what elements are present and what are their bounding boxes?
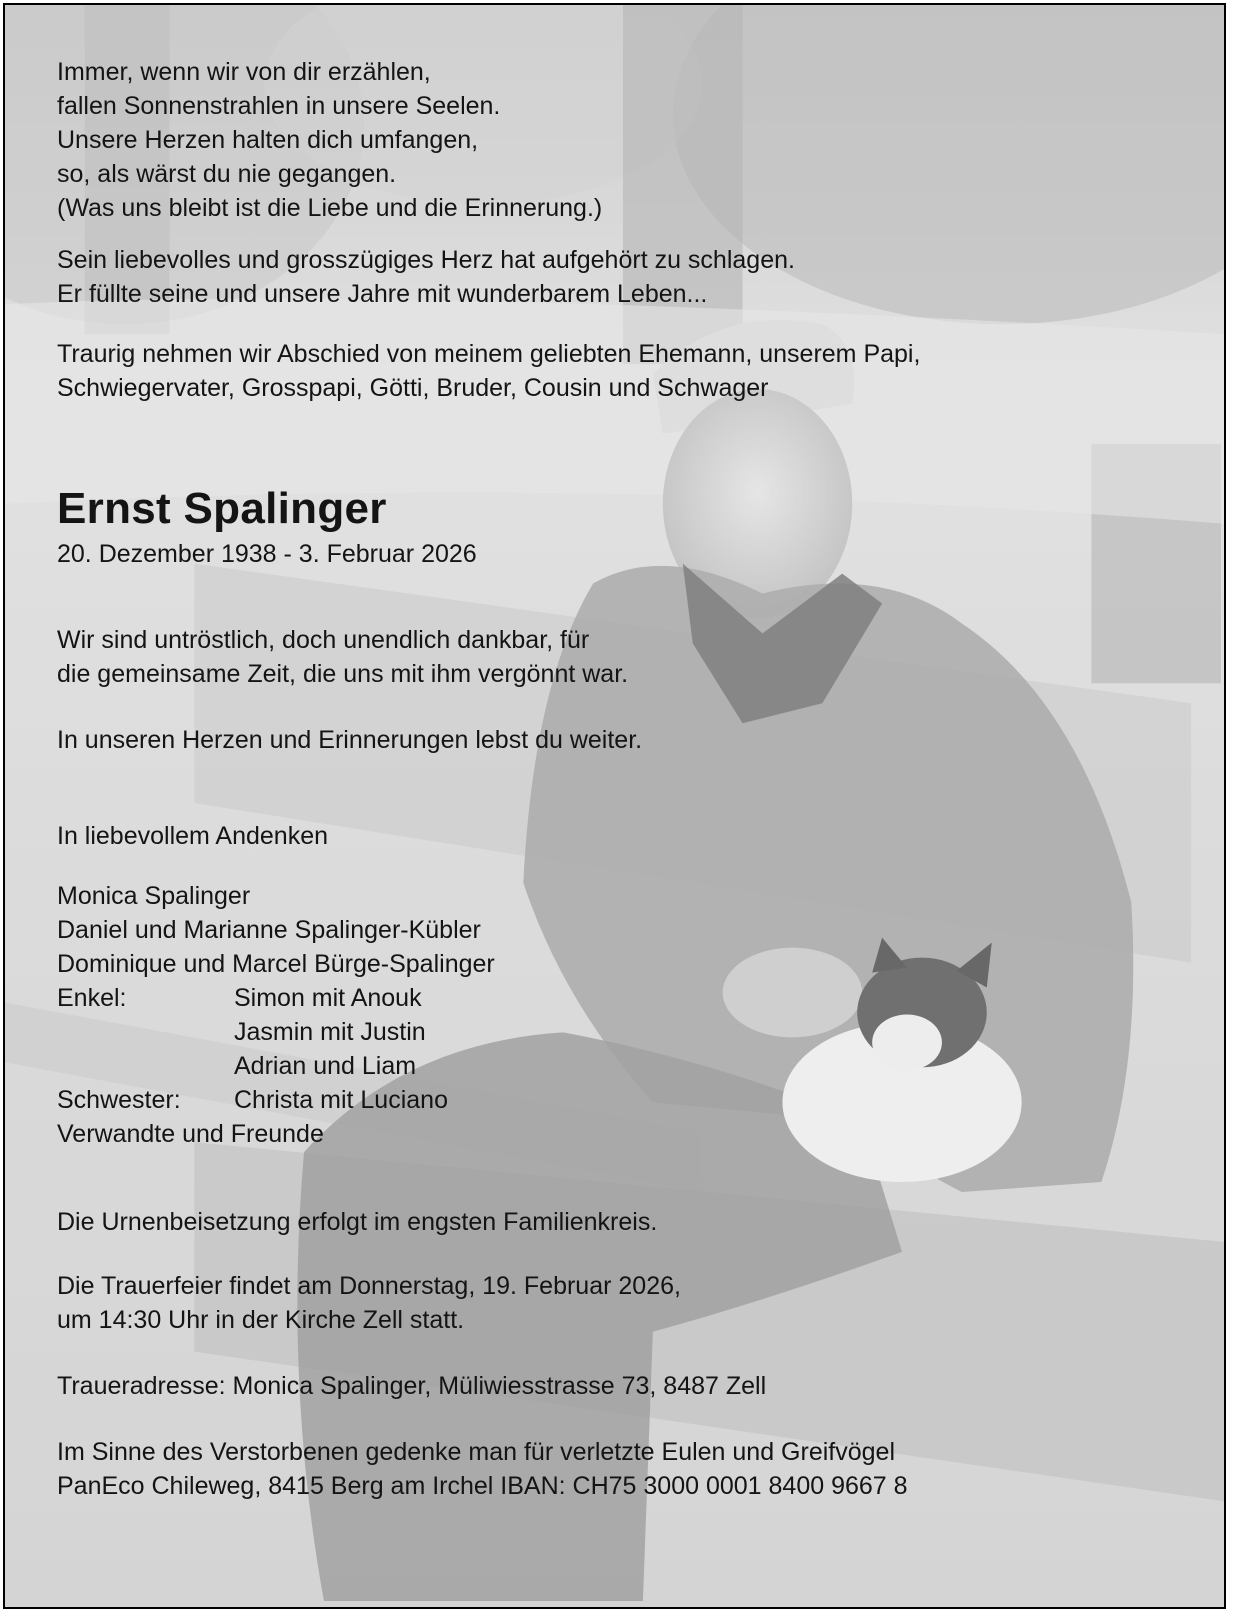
donation-paragraph (57, 1435, 1157, 1503)
grandchildren-row (57, 981, 1157, 1015)
address-line: Traueradresse: Monica Spalinger, Müliwiesstrasse 73, 8487 Zell (57, 1372, 767, 1400)
poem-line: Immer, wenn wir von dir erzählen, (57, 58, 431, 86)
relatives-line: Verwandte und Freunde (57, 1120, 324, 1148)
deceased-name: Ernst Spalinger (57, 484, 387, 533)
farewell-line: Traurig nehmen wir Abschied von meinem geliebten Ehemann, unserem Papi, (57, 340, 921, 368)
ceremony-paragraph (57, 1269, 1157, 1337)
mourner: Dominique und Marcel Bürge-Spalinger (57, 950, 495, 978)
donation-line: Im Sinne des Verstorbenen gedenke man für verletzte Eulen und Greifvögel (57, 1438, 896, 1466)
sister-label: Schwester: (57, 1086, 181, 1114)
ceremony-line: um 14:30 Uhr in der Kirche Zell statt. (57, 1306, 465, 1334)
grandchild: Adrian und Liam (234, 1052, 417, 1080)
gratitude-paragraph (57, 623, 1157, 691)
grandchildren-row (57, 1049, 1157, 1083)
poem-line: Unsere Herzen halten dich umfangen, (57, 126, 479, 154)
obituary-notice (3, 3, 1226, 1609)
poem-line: fallen Sonnenstrahlen in unsere Seelen. (57, 92, 501, 120)
life-dates: 20. Dezember 1938 - 3. Februar 2026 (57, 540, 477, 568)
spacer (57, 1015, 234, 1049)
spacer (57, 1049, 234, 1083)
farewell-paragraph (57, 337, 1157, 405)
burial-line: Die Urnenbeisetzung erfolgt im engsten Familienkreis. (57, 1208, 658, 1236)
grandchild: Simon mit Anouk (234, 984, 422, 1012)
gratitude-line: die gemeinsame Zeit, die uns mit ihm vergönnt war. (57, 660, 629, 688)
intro-paragraph (57, 243, 1157, 311)
intro-line: Sein liebevolles und grosszügiges Herz hat aufgehört zu schlagen. (57, 246, 795, 274)
memory-line: In unseren Herzen und Erinnerungen lebst du weiter. (57, 726, 643, 754)
notice-text (57, 55, 1157, 1503)
grandchildren-row (57, 1015, 1157, 1049)
poem-line: (Was uns bleibt ist die Liebe und die Erinnerung.) (57, 194, 603, 222)
remembrance-line: In liebevollem Andenken (57, 822, 329, 850)
grandchildren-label: Enkel: (57, 984, 127, 1012)
mourner: Daniel und Marianne Spalinger-Kübler (57, 916, 481, 944)
poem (57, 55, 1157, 225)
ceremony-line: Die Trauerfeier findet am Donnerstag, 19. Februar 2026, (57, 1272, 681, 1300)
farewell-line: Schwiegervater, Grosspapi, Götti, Bruder, Cousin und Schwager (57, 374, 769, 402)
donation-line: PanEco Chileweg, 8415 Berg am Irchel IBAN: CH75 3000 0001 8400 9667 8 (57, 1472, 908, 1500)
mourners-list (57, 879, 1157, 1151)
sister-name: Christa mit Luciano (234, 1086, 448, 1114)
mourner: Monica Spalinger (57, 882, 251, 910)
sister-row (57, 1083, 1157, 1117)
grandchild: Jasmin mit Justin (234, 1018, 426, 1046)
gratitude-line: Wir sind untröstlich, doch unendlich dankbar, für (57, 626, 590, 654)
poem-line: so, als wärst du nie gegangen. (57, 160, 397, 188)
intro-line: Er füllte seine und unsere Jahre mit wunderbarem Leben... (57, 280, 708, 308)
